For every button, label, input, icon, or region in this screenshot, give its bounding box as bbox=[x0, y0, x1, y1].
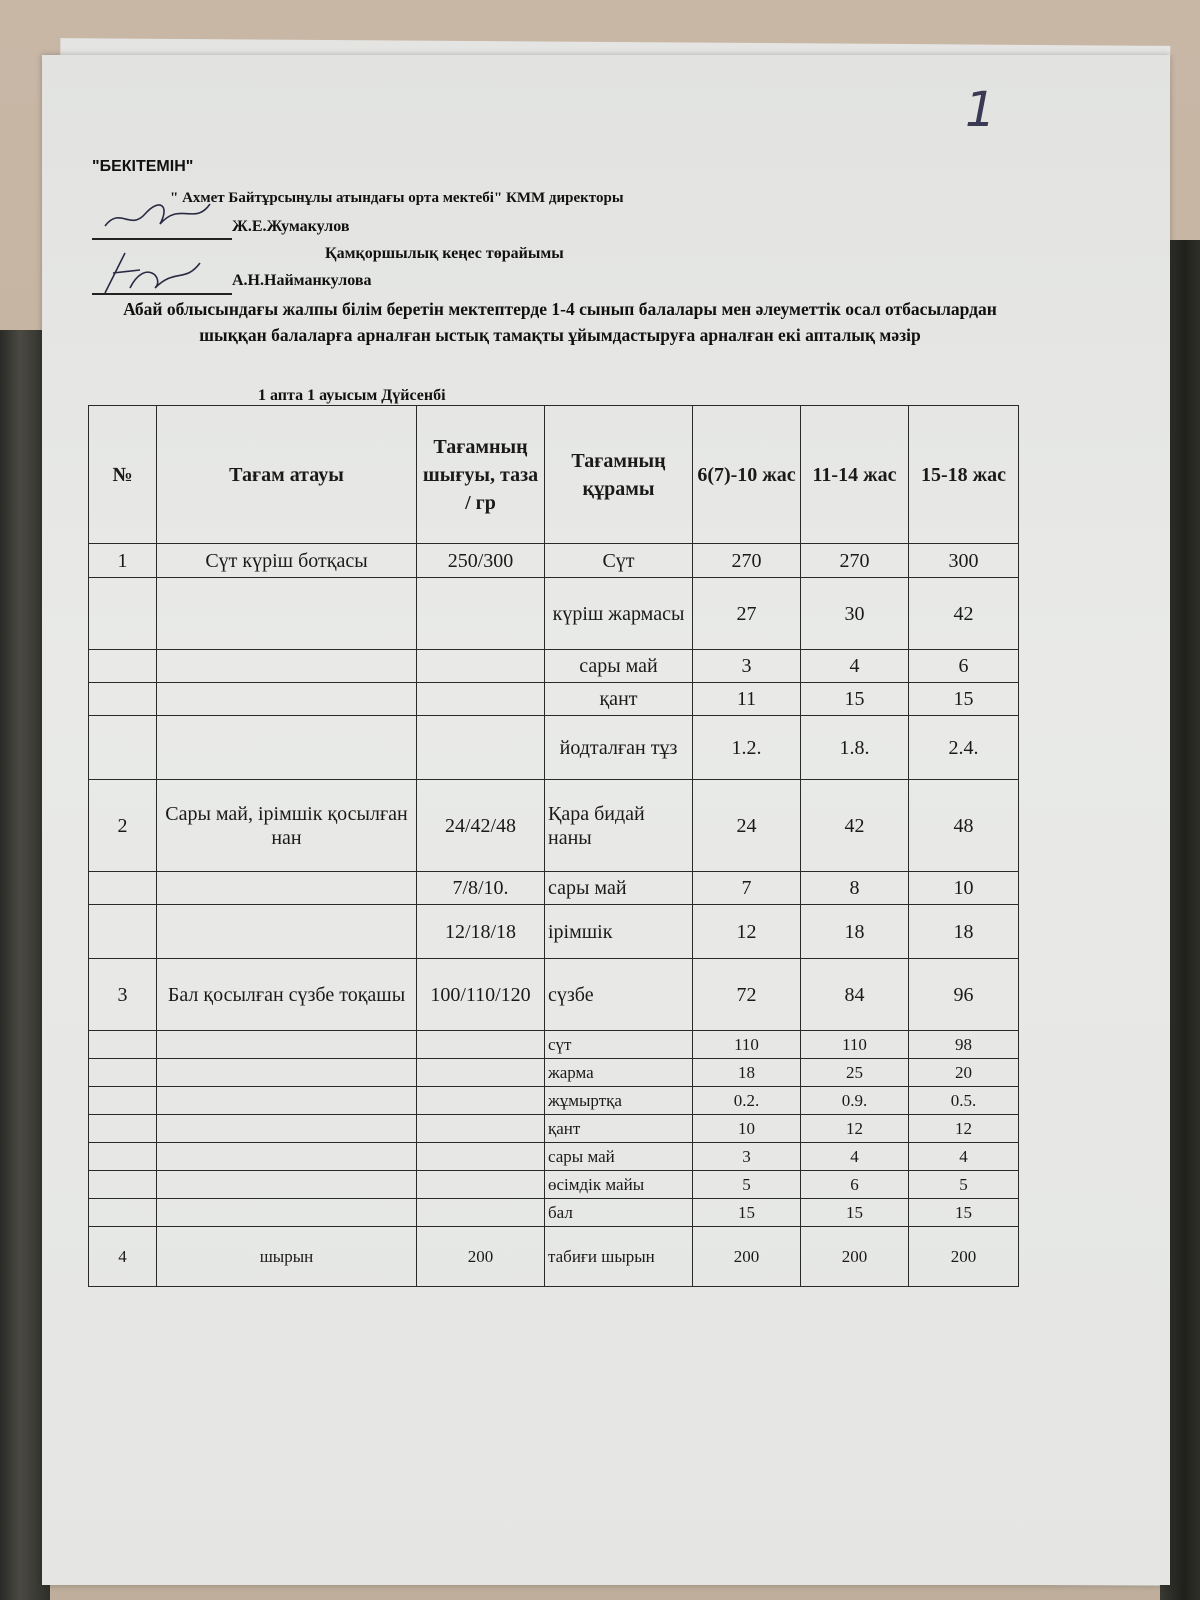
chair-signature-line bbox=[92, 293, 232, 295]
header-no: № bbox=[89, 406, 157, 544]
cell-age-11-14: 200 bbox=[801, 1227, 909, 1287]
page-number: 1 bbox=[965, 82, 996, 138]
table-row bbox=[89, 716, 1019, 780]
cell-age-11-14: 30 bbox=[801, 578, 909, 650]
cell-no: 3 bbox=[89, 959, 157, 1031]
cell-age-15-18: 42 bbox=[909, 578, 1019, 650]
cell-dish: Сары май, ірімшік қосылған нан bbox=[157, 780, 417, 872]
cell-age-15-18: 4 bbox=[909, 1143, 1019, 1171]
cell-age-15-18: 12 bbox=[909, 1115, 1019, 1143]
table-row bbox=[89, 650, 1019, 683]
cell-age-6-10: 5 bbox=[693, 1171, 801, 1199]
cell-yield bbox=[417, 716, 545, 780]
cell-yield bbox=[417, 1171, 545, 1199]
document-title: Абай облысындағы жалпы білім беретін мектептерде 1-4 сынып балалары мен әлеуметтік осал отбасылардан шыққан балаларға арналған ыстық тамақты ұйымдастыруға арналған екі апталық мәзір bbox=[123, 299, 997, 345]
cell-ingredient: қант bbox=[545, 683, 693, 716]
cell-age-11-14: 4 bbox=[801, 650, 909, 683]
cell-yield: 12/18/18 bbox=[417, 905, 545, 959]
cell-yield bbox=[417, 683, 545, 716]
cell-yield bbox=[417, 1143, 545, 1171]
cell-ingredient: жұмыртқа bbox=[545, 1087, 693, 1115]
cell-age-15-18: 15 bbox=[909, 683, 1019, 716]
table-row bbox=[89, 872, 1019, 905]
cell-age-6-10: 3 bbox=[693, 650, 801, 683]
cell-age-6-10: 24 bbox=[693, 780, 801, 872]
header-yield: Тағамның шығуы, таза / гр bbox=[417, 406, 545, 544]
cell-ingredient: Қара бидай наны bbox=[545, 780, 693, 872]
cell-age-15-18: 20 bbox=[909, 1059, 1019, 1087]
chair-name: А.Н.Найманкулова bbox=[232, 272, 372, 289]
cell-no bbox=[89, 1143, 157, 1171]
cell-ingredient: йодталған тұз bbox=[545, 716, 693, 780]
table-row bbox=[89, 780, 1019, 872]
header-age-15-18: 15-18 жас bbox=[909, 406, 1019, 544]
cell-age-11-14: 18 bbox=[801, 905, 909, 959]
cell-dish bbox=[157, 872, 417, 905]
cell-age-11-14: 0.9. bbox=[801, 1087, 909, 1115]
cell-ingredient: қант bbox=[545, 1115, 693, 1143]
week-day-subtitle: 1 апта 1 ауысым Дүйсенбі bbox=[258, 387, 446, 404]
cell-yield: 250/300 bbox=[417, 544, 545, 578]
cell-age-15-18: 15 bbox=[909, 1199, 1019, 1227]
cell-dish bbox=[157, 1031, 417, 1059]
cell-ingredient: өсімдік майы bbox=[545, 1171, 693, 1199]
cell-yield bbox=[417, 1059, 545, 1087]
cell-yield bbox=[417, 578, 545, 650]
cell-age-6-10: 110 bbox=[693, 1031, 801, 1059]
cell-no: 4 bbox=[89, 1227, 157, 1287]
cell-no bbox=[89, 716, 157, 780]
cell-ingredient: сүт bbox=[545, 1031, 693, 1059]
cell-yield bbox=[417, 1115, 545, 1143]
director-signature-line bbox=[92, 238, 232, 240]
cell-dish bbox=[157, 716, 417, 780]
cell-age-11-14: 270 bbox=[801, 544, 909, 578]
cell-yield bbox=[417, 650, 545, 683]
cell-age-15-18: 5 bbox=[909, 1171, 1019, 1199]
cell-age-11-14: 4 bbox=[801, 1143, 909, 1171]
cell-dish bbox=[157, 1059, 417, 1087]
header-dish: Тағам атауы bbox=[157, 406, 417, 544]
cell-no: 1 bbox=[89, 544, 157, 578]
cell-age-15-18: 200 bbox=[909, 1227, 1019, 1287]
header-age-11-14: 11-14 жас bbox=[801, 406, 909, 544]
cell-no bbox=[89, 683, 157, 716]
cell-no bbox=[89, 872, 157, 905]
cell-no bbox=[89, 1171, 157, 1199]
cell-age-11-14: 15 bbox=[801, 1199, 909, 1227]
cell-dish bbox=[157, 1171, 417, 1199]
cell-age-6-10: 7 bbox=[693, 872, 801, 905]
cell-yield: 200 bbox=[417, 1227, 545, 1287]
council-title: Қамқоршылық кеңес төрайымы bbox=[325, 245, 564, 262]
cell-age-6-10: 27 bbox=[693, 578, 801, 650]
cell-no bbox=[89, 1115, 157, 1143]
cell-ingredient: бал bbox=[545, 1199, 693, 1227]
cell-no bbox=[89, 1059, 157, 1087]
cell-no bbox=[89, 1031, 157, 1059]
cell-ingredient: сары май bbox=[545, 872, 693, 905]
table-row bbox=[89, 905, 1019, 959]
cell-age-15-18: 2.4. bbox=[909, 716, 1019, 780]
cell-age-11-14: 6 bbox=[801, 1171, 909, 1199]
menu-table bbox=[88, 405, 1019, 1287]
cell-age-6-10: 1.2. bbox=[693, 716, 801, 780]
cell-ingredient: табиғи шырын bbox=[545, 1227, 693, 1287]
cell-age-15-18: 96 bbox=[909, 959, 1019, 1031]
cell-age-11-14: 15 bbox=[801, 683, 909, 716]
cell-age-6-10: 200 bbox=[693, 1227, 801, 1287]
cell-age-11-14: 12 bbox=[801, 1115, 909, 1143]
cell-age-6-10: 72 bbox=[693, 959, 801, 1031]
cell-age-11-14: 25 bbox=[801, 1059, 909, 1087]
cell-age-6-10: 0.2. bbox=[693, 1087, 801, 1115]
cell-ingredient: Сүт bbox=[545, 544, 693, 578]
table-row bbox=[89, 1171, 1019, 1199]
cell-dish bbox=[157, 1115, 417, 1143]
cell-age-15-18: 300 bbox=[909, 544, 1019, 578]
cell-ingredient: ірімшік bbox=[545, 905, 693, 959]
cell-age-15-18: 18 bbox=[909, 905, 1019, 959]
cell-dish bbox=[157, 905, 417, 959]
cell-ingredient: сары май bbox=[545, 650, 693, 683]
table-row bbox=[89, 1143, 1019, 1171]
cell-yield bbox=[417, 1031, 545, 1059]
cell-no bbox=[89, 1087, 157, 1115]
table-row bbox=[89, 1115, 1019, 1143]
header-composition: Тағамның құрамы bbox=[545, 406, 693, 544]
cell-yield bbox=[417, 1199, 545, 1227]
table-row bbox=[89, 1227, 1019, 1287]
cell-yield: 24/42/48 bbox=[417, 780, 545, 872]
cell-age-15-18: 98 bbox=[909, 1031, 1019, 1059]
cell-age-11-14: 1.8. bbox=[801, 716, 909, 780]
cell-ingredient: сүзбе bbox=[545, 959, 693, 1031]
cell-ingredient: жарма bbox=[545, 1059, 693, 1087]
cell-no bbox=[89, 1199, 157, 1227]
cell-no bbox=[89, 905, 157, 959]
cell-dish bbox=[157, 1087, 417, 1115]
director-signature bbox=[100, 196, 220, 236]
approval-heading: "БЕКІТЕМІН" bbox=[92, 158, 194, 175]
cell-age-11-14: 84 bbox=[801, 959, 909, 1031]
cell-dish bbox=[157, 650, 417, 683]
cell-age-11-14: 8 bbox=[801, 872, 909, 905]
cell-dish bbox=[157, 578, 417, 650]
cell-age-6-10: 270 bbox=[693, 544, 801, 578]
cell-dish: Бал қосылған сүзбе тоқашы bbox=[157, 959, 417, 1031]
table-row bbox=[89, 1059, 1019, 1087]
table-row bbox=[89, 683, 1019, 716]
cell-age-6-10: 12 bbox=[693, 905, 801, 959]
cell-age-6-10: 3 bbox=[693, 1143, 801, 1171]
school-line: " Ахмет Байтұрсынұлы атындағы орта мектебі" КММ директоры bbox=[170, 190, 624, 206]
cell-dish bbox=[157, 683, 417, 716]
cell-dish: шырын bbox=[157, 1227, 417, 1287]
cell-age-11-14: 110 bbox=[801, 1031, 909, 1059]
cell-age-6-10: 10 bbox=[693, 1115, 801, 1143]
table-row bbox=[89, 1199, 1019, 1227]
cell-age-15-18: 6 bbox=[909, 650, 1019, 683]
cell-age-11-14: 42 bbox=[801, 780, 909, 872]
cell-age-6-10: 11 bbox=[693, 683, 801, 716]
cell-age-15-18: 10 bbox=[909, 872, 1019, 905]
cell-dish bbox=[157, 1199, 417, 1227]
cell-age-6-10: 18 bbox=[693, 1059, 801, 1087]
table-row bbox=[89, 959, 1019, 1031]
cell-yield: 7/8/10. bbox=[417, 872, 545, 905]
director-name: Ж.Е.Жумакулов bbox=[232, 218, 350, 235]
cell-no: 2 bbox=[89, 780, 157, 872]
cell-age-15-18: 48 bbox=[909, 780, 1019, 872]
cell-yield: 100/110/120 bbox=[417, 959, 545, 1031]
cell-yield bbox=[417, 1087, 545, 1115]
chair-signature bbox=[95, 248, 215, 298]
table-row bbox=[89, 1031, 1019, 1059]
table-body bbox=[89, 544, 1019, 1287]
table-header-row bbox=[89, 406, 1019, 544]
table-row bbox=[89, 544, 1019, 578]
table-row bbox=[89, 578, 1019, 650]
cell-dish: Сүт күріш ботқасы bbox=[157, 544, 417, 578]
cell-ingredient: күріш жармасы bbox=[545, 578, 693, 650]
cell-ingredient: сары май bbox=[545, 1143, 693, 1171]
table-row bbox=[89, 1087, 1019, 1115]
cell-no bbox=[89, 578, 157, 650]
header-age-6-10: 6(7)-10 жас bbox=[693, 406, 801, 544]
cell-age-6-10: 15 bbox=[693, 1199, 801, 1227]
cell-dish bbox=[157, 1143, 417, 1171]
cell-no bbox=[89, 650, 157, 683]
cell-age-15-18: 0.5. bbox=[909, 1087, 1019, 1115]
